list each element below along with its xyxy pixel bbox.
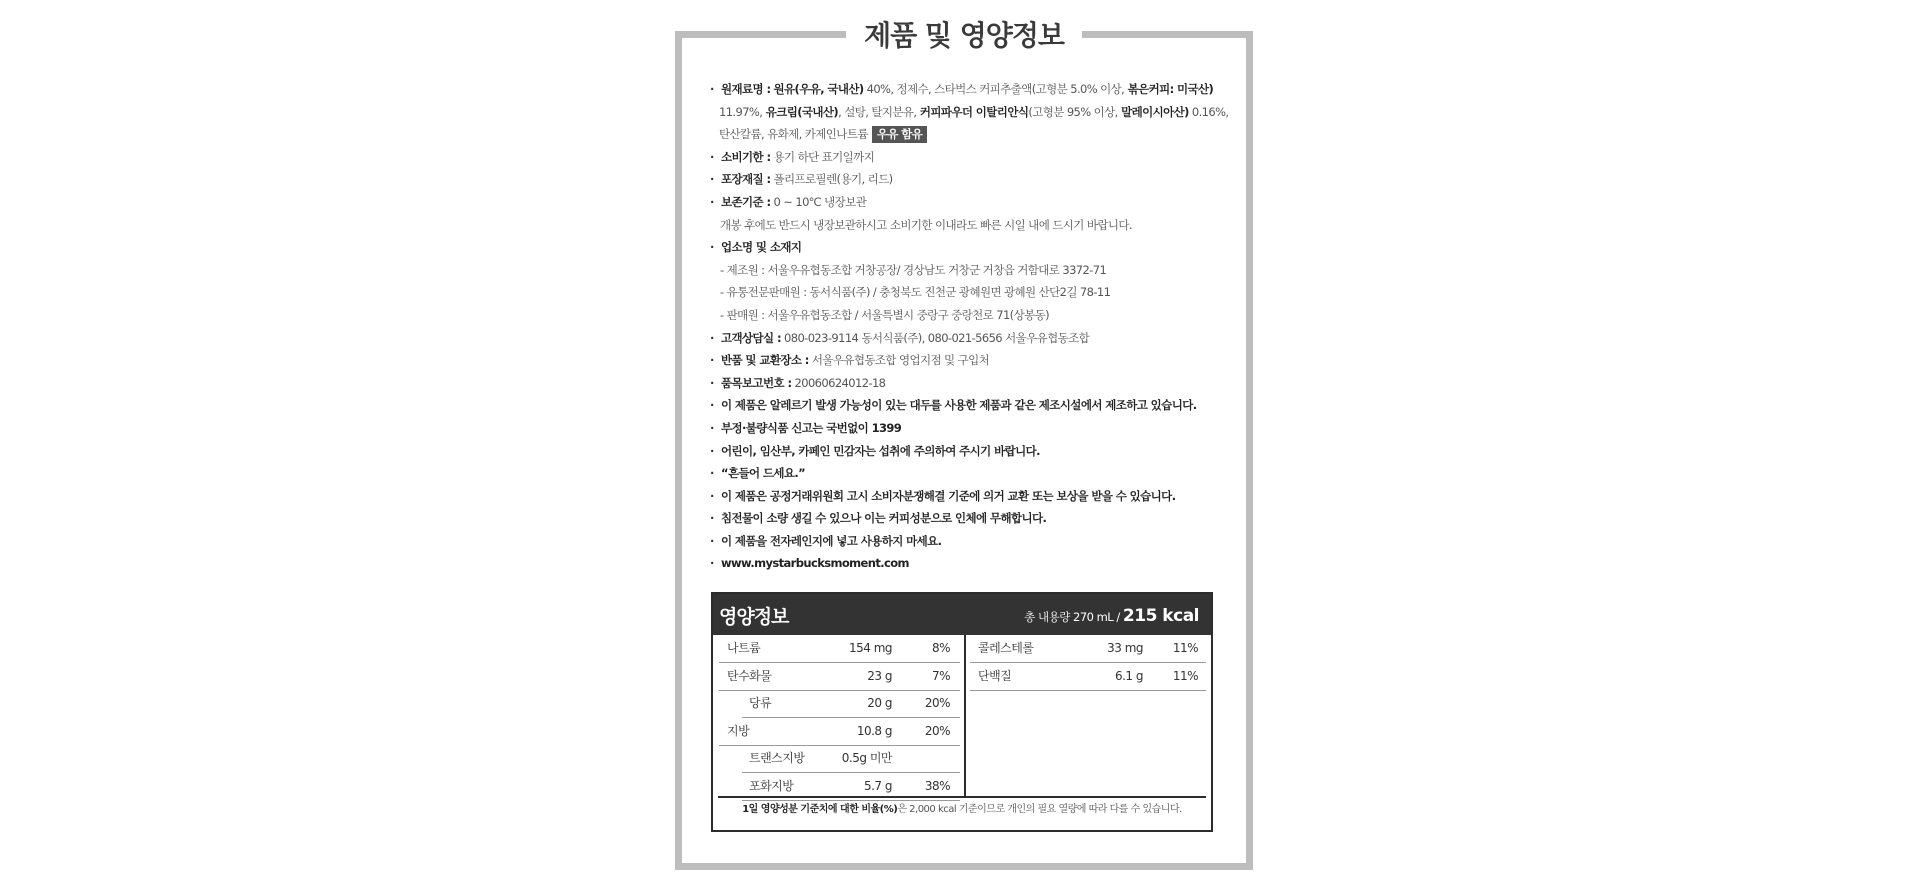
- title-wrap: [675, 16, 1253, 56]
- footnote-bold: 1일 영양성분 기준치에 대한 비율(%): [742, 804, 898, 815]
- report-label: 품목보고번호 :: [721, 375, 792, 390]
- ingredients-text-1: 40%, 정제수, 스타벅스 커피추출액(고형분 5.0% 이상,: [863, 82, 1125, 96]
- nutrient-row: [719, 718, 960, 746]
- ingredients-text-3: , 설탕, 탈지분유,: [838, 104, 917, 119]
- nutrient-name: 당류: [749, 696, 772, 710]
- nutrient-amount: 10.8 g: [856, 723, 892, 738]
- nutrient-name: 단백질: [978, 668, 1012, 683]
- nutrient-percent: 7%: [931, 668, 950, 683]
- nutrient-amount: 0.5g 미만: [841, 751, 892, 765]
- ingredients-text-4: (고형분 95% 이상,: [1028, 104, 1118, 119]
- nutrient-row: [719, 663, 960, 691]
- packaging-label: 포장재질 :: [721, 172, 771, 187]
- ingredients-text-6: 탄산칼륨, 유화제, 카제인나트륨: [719, 127, 868, 142]
- expiry-row: [710, 146, 1240, 169]
- footnote-text: 은 2,000 kcal 기준이므로 개인의 필요 열량에 따라 다를 수 있습니다.: [897, 804, 1182, 815]
- nutrition-header: [713, 594, 1211, 635]
- page-title: 제품 및 영양정보: [846, 16, 1082, 56]
- seller-line: - 판매원 : 서울우유협동조합 / 서울특별시 중랑구 중랑천로 71(상봉동): [720, 307, 1049, 322]
- nutrient-row: [970, 663, 1206, 691]
- nutrient-percent: 38%: [924, 778, 950, 793]
- ingredients-label: 원재료명 :: [721, 82, 771, 96]
- distributor-line: - 유통전문판매원 : 동서식품(주) / 충청북도 진천군 광혜원면 광혜원 산단2길 78-11: [720, 285, 1111, 300]
- expiry-label: 소비기한 :: [721, 149, 771, 164]
- notice-item: · 부정·불량식품 신고는 국번없이 1399: [710, 417, 1240, 440]
- company-label: 업소명 및 소재지: [721, 240, 802, 255]
- notice-item: · 이 제품은 공정거래위원회 고시 소비자분쟁해결 기준에 의거 교환 또는 보상을 받을 수 있습니다.: [710, 485, 1240, 508]
- nutrition-total: [1024, 606, 1199, 626]
- notice-item: · 침전물이 소량 생길 수 있으나 이는 커피성분으로 인체에 무해합니다.: [710, 507, 1240, 530]
- ingredients-bold-2: 볶은커피: 미국산): [1124, 82, 1214, 96]
- returns-row: [710, 349, 1240, 372]
- packaging-row: [710, 168, 1240, 191]
- nutrient-name: 탄수화물: [727, 668, 772, 683]
- nutrient-percent: 20%: [924, 723, 950, 738]
- nutrient-percent: 11%: [1172, 668, 1198, 683]
- nutrient-name: 콜레스테롤: [978, 641, 1034, 655]
- nutrient-amount: 33 mg: [1107, 641, 1143, 655]
- nutrition-footnote: [718, 796, 1206, 824]
- ingredients-row-3: [710, 123, 1240, 146]
- nutrition-left-column: [713, 635, 966, 796]
- packaging-value: 폴리프로필렌(용기, 리드): [770, 172, 893, 187]
- expiry-value: 용기 하단 표기일까지: [770, 149, 875, 164]
- nutrient-percent: 8%: [931, 641, 950, 655]
- nutrient-amount: 154 mg: [848, 641, 892, 655]
- nutrient-amount: 5.7 g: [863, 778, 892, 793]
- notice-item: · 어린이, 임산부, 카페인 민감자는 섭취에 주의하여 주시기 바랍니다.: [710, 440, 1240, 463]
- ingredients-bold-3: 유크림(국내산): [762, 104, 839, 119]
- storage-value: 0 ~ 10℃ 냉장보관: [770, 194, 867, 209]
- website-link[interactable]: · www.mystarbucksmoment.com: [710, 552, 1240, 575]
- milk-allergen-badge: 우유 함유: [872, 126, 927, 143]
- maker-line: - 제조원 : 서울우유협동조합 거창공장/ 경상남도 거창군 거창읍 거함대로 3372-71: [720, 262, 1107, 277]
- nutrition-title: 영양정보: [719, 606, 789, 628]
- nutrient-percent: 20%: [924, 696, 950, 710]
- customer-value: 080-023-9114 동서식품(주), 080-021-5656 서울우유협동조합: [780, 330, 1090, 345]
- product-info-list: [710, 78, 1240, 575]
- report-row: [710, 372, 1240, 395]
- nutrient-row: [719, 635, 960, 663]
- ingredients-row: [710, 78, 1240, 101]
- nutrient-row: [970, 635, 1206, 663]
- nutrient-amount: 20 g: [867, 696, 892, 710]
- nutrient-name: 포화지방: [749, 778, 794, 793]
- total-kcal: 215 kcal: [1122, 606, 1199, 626]
- ingredients-text-5: 0.16%,: [1188, 104, 1229, 119]
- returns-value: 서울우유협동조합 영업지점 및 구입처: [808, 353, 990, 368]
- ingredients-bold-4: 커피파우더 이탈리안식: [916, 104, 1029, 119]
- report-value: 20060624012-18: [791, 375, 886, 390]
- nutrient-amount: 6.1 g: [1114, 668, 1143, 683]
- nutrient-percent: 11%: [1172, 641, 1198, 655]
- ingredients-bold-5: 말레이시아산): [1117, 104, 1189, 119]
- nutrient-name: 트랜스지방: [749, 751, 805, 765]
- customer-row: [710, 327, 1240, 350]
- storage-label: 보존기준 :: [721, 194, 771, 209]
- nutrient-name: 나트륨: [727, 641, 761, 655]
- nutrition-table: [711, 592, 1213, 832]
- returns-label: 반품 및 교환장소 :: [721, 353, 809, 368]
- company-row: [710, 236, 1240, 259]
- total-volume: 총 내용량 270 mL /: [1024, 610, 1123, 624]
- notice-item: · 이 제품을 전자레인지에 넣고 사용하지 마세요.: [710, 530, 1240, 553]
- nutrition-right-column: [966, 635, 1211, 796]
- notice-item: · 이 제품은 알레르기 발생 가능성이 있는 대두를 사용한 제품과 같은 제조시설에서 제조하고 있습니다.: [710, 394, 1240, 417]
- nutrient-amount: 23 g: [867, 668, 892, 683]
- ingredients-row-2: [710, 101, 1240, 124]
- nutrient-row: [742, 745, 960, 773]
- storage-row: [710, 191, 1240, 214]
- customer-label: 고객상담실 :: [721, 330, 781, 345]
- nutrient-row: [742, 690, 960, 718]
- notice-item: · “흔들어 드세요.”: [710, 462, 1240, 485]
- ingredients-text-2: 11.97%,: [719, 104, 763, 119]
- nutrient-name: 지방: [727, 723, 750, 738]
- ingredients-bold-1: 원유(우유, 국내산): [773, 82, 864, 96]
- storage-note: 개봉 후에도 반드시 냉장보관하시고 소비기한 이내라도 빠른 시일 내에 드시기 바랍니다.: [720, 217, 1132, 232]
